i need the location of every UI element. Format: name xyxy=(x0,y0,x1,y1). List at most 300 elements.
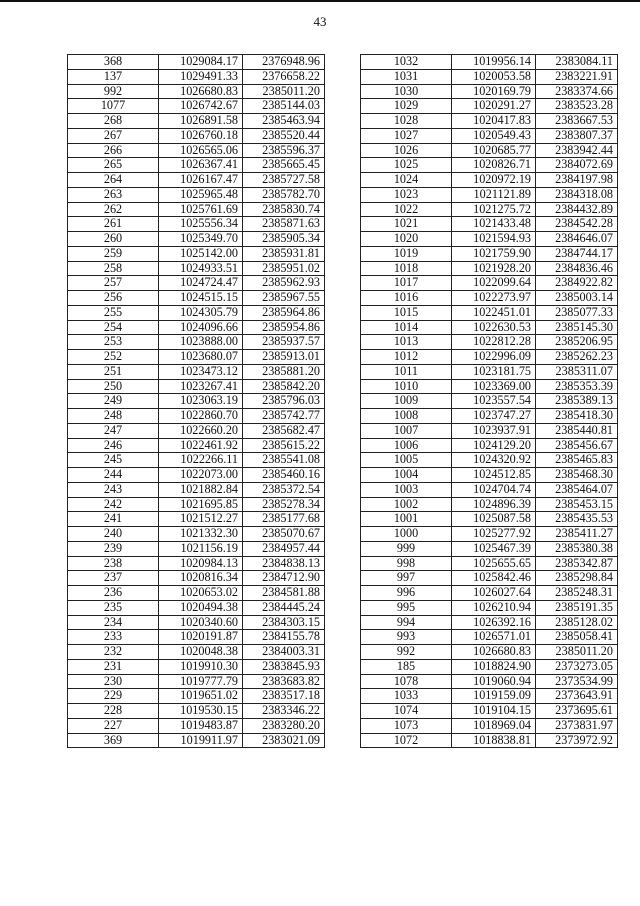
y-coordinate-cell: 2385278.34 xyxy=(243,497,325,512)
table-row xyxy=(68,276,325,291)
x-coordinate-cell: 1024129.20 xyxy=(452,438,536,453)
table-row xyxy=(68,217,325,232)
y-coordinate-cell: 2385298.84 xyxy=(536,571,618,586)
x-coordinate-cell: 1019104.15 xyxy=(452,704,536,719)
x-coordinate-cell: 1021332.30 xyxy=(159,527,243,542)
point-number-cell: 1019 xyxy=(361,246,452,261)
x-coordinate-cell: 1022630.53 xyxy=(452,320,536,335)
y-coordinate-cell: 2384744.17 xyxy=(536,246,618,261)
table-row xyxy=(68,586,325,601)
point-number-cell: 1078 xyxy=(361,674,452,689)
table-row xyxy=(68,689,325,704)
x-coordinate-cell: 1024933.51 xyxy=(159,261,243,276)
x-coordinate-cell: 1019777.79 xyxy=(159,674,243,689)
table-row xyxy=(361,571,618,586)
table-row xyxy=(68,497,325,512)
x-coordinate-cell: 1026167.47 xyxy=(159,173,243,188)
y-coordinate-cell: 2385206.95 xyxy=(536,335,618,350)
point-number-cell: 1072 xyxy=(361,733,452,748)
point-number-cell: 261 xyxy=(68,217,159,232)
x-coordinate-cell: 1020169.79 xyxy=(452,84,536,99)
table-row xyxy=(361,718,618,733)
x-coordinate-cell: 1026571.01 xyxy=(452,630,536,645)
point-number-cell: 1021 xyxy=(361,217,452,232)
point-number-cell: 236 xyxy=(68,586,159,601)
table-row xyxy=(361,512,618,527)
point-number-cell: 1014 xyxy=(361,320,452,335)
y-coordinate-cell: 2385596.37 xyxy=(243,143,325,158)
table-row xyxy=(68,128,325,143)
table-row xyxy=(68,571,325,586)
x-coordinate-cell: 1025761.69 xyxy=(159,202,243,217)
point-number-cell: 264 xyxy=(68,173,159,188)
y-coordinate-cell: 2385615.22 xyxy=(243,438,325,453)
y-coordinate-cell: 2385440.81 xyxy=(536,423,618,438)
x-coordinate-cell: 1020417.83 xyxy=(452,114,536,129)
y-coordinate-cell: 2385145.30 xyxy=(536,320,618,335)
point-number-cell: 268 xyxy=(68,114,159,129)
y-coordinate-cell: 2385962.93 xyxy=(243,276,325,291)
point-number-cell: 232 xyxy=(68,645,159,660)
point-number-cell: 231 xyxy=(68,659,159,674)
point-number-cell: 260 xyxy=(68,232,159,247)
y-coordinate-cell: 2384922.82 xyxy=(536,276,618,291)
table-row xyxy=(68,630,325,645)
y-coordinate-cell: 2384445.24 xyxy=(243,600,325,615)
y-coordinate-cell: 2385389.13 xyxy=(536,394,618,409)
x-coordinate-cell: 1018824.90 xyxy=(452,659,536,674)
x-coordinate-cell: 1021759.90 xyxy=(452,246,536,261)
y-coordinate-cell: 2385727.58 xyxy=(243,173,325,188)
x-coordinate-cell: 1018838.81 xyxy=(452,733,536,748)
table-row xyxy=(361,84,618,99)
point-number-cell: 1013 xyxy=(361,335,452,350)
x-coordinate-cell: 1021594.93 xyxy=(452,232,536,247)
point-number-cell: 1025 xyxy=(361,158,452,173)
table-row xyxy=(68,246,325,261)
point-number-cell: 242 xyxy=(68,497,159,512)
y-coordinate-cell: 2376658.22 xyxy=(243,69,325,84)
top-rule xyxy=(0,0,640,2)
point-number-cell: 1015 xyxy=(361,305,452,320)
x-coordinate-cell: 1026565.06 xyxy=(159,143,243,158)
x-coordinate-cell: 1020340.60 xyxy=(159,615,243,630)
point-number-cell: 228 xyxy=(68,704,159,719)
x-coordinate-cell: 1020984.13 xyxy=(159,556,243,571)
x-coordinate-cell: 1020685.77 xyxy=(452,143,536,158)
point-number-cell: 247 xyxy=(68,423,159,438)
y-coordinate-cell: 2385541.08 xyxy=(243,453,325,468)
y-coordinate-cell: 2385871.63 xyxy=(243,217,325,232)
point-number-cell: 1020 xyxy=(361,232,452,247)
y-coordinate-cell: 2385682.47 xyxy=(243,423,325,438)
point-number-cell: 258 xyxy=(68,261,159,276)
x-coordinate-cell: 1023181.75 xyxy=(452,364,536,379)
table-row xyxy=(361,217,618,232)
table-row xyxy=(68,261,325,276)
point-number-cell: 1031 xyxy=(361,69,452,84)
table-row xyxy=(68,482,325,497)
point-number-cell: 257 xyxy=(68,276,159,291)
table-row xyxy=(68,645,325,660)
point-number-cell: 1033 xyxy=(361,689,452,704)
y-coordinate-cell: 2383523.28 xyxy=(536,99,618,114)
table-row xyxy=(68,659,325,674)
y-coordinate-cell: 2385011.20 xyxy=(243,84,325,99)
point-number-cell: 240 xyxy=(68,527,159,542)
y-coordinate-cell: 2385262.23 xyxy=(536,350,618,365)
table-row xyxy=(361,674,618,689)
x-coordinate-cell: 1026680.83 xyxy=(159,84,243,99)
table-row xyxy=(361,276,618,291)
y-coordinate-cell: 2385964.86 xyxy=(243,305,325,320)
x-coordinate-cell: 1021695.85 xyxy=(159,497,243,512)
table-row xyxy=(361,364,618,379)
x-coordinate-cell: 1024320.92 xyxy=(452,453,536,468)
x-coordinate-cell: 1021928.20 xyxy=(452,261,536,276)
point-number-cell: 1027 xyxy=(361,128,452,143)
table-row xyxy=(361,114,618,129)
point-number-cell: 999 xyxy=(361,541,452,556)
table-row xyxy=(68,615,325,630)
y-coordinate-cell: 2383942.44 xyxy=(536,143,618,158)
y-coordinate-cell: 2385967.55 xyxy=(243,291,325,306)
x-coordinate-cell: 1023680.07 xyxy=(159,350,243,365)
x-coordinate-cell: 1025277.92 xyxy=(452,527,536,542)
x-coordinate-cell: 1020816.34 xyxy=(159,571,243,586)
point-number-cell: 1000 xyxy=(361,527,452,542)
y-coordinate-cell: 2385937.57 xyxy=(243,335,325,350)
y-coordinate-cell: 2373273.05 xyxy=(536,659,618,674)
x-coordinate-cell: 1025556.34 xyxy=(159,217,243,232)
table-row xyxy=(361,350,618,365)
x-coordinate-cell: 1026027.64 xyxy=(452,586,536,601)
point-number-cell: 267 xyxy=(68,128,159,143)
point-number-cell: 251 xyxy=(68,364,159,379)
point-number-cell: 992 xyxy=(361,645,452,660)
x-coordinate-cell: 1020494.38 xyxy=(159,600,243,615)
table-row xyxy=(361,394,618,409)
y-coordinate-cell: 2384432.89 xyxy=(536,202,618,217)
table-row xyxy=(361,527,618,542)
point-number-cell: 1006 xyxy=(361,438,452,453)
y-coordinate-cell: 2384836.46 xyxy=(536,261,618,276)
point-number-cell: 368 xyxy=(68,55,159,70)
y-coordinate-cell: 2385665.45 xyxy=(243,158,325,173)
x-coordinate-cell: 1020053.58 xyxy=(452,69,536,84)
x-coordinate-cell: 1019483.87 xyxy=(159,718,243,733)
y-coordinate-cell: 2385842.20 xyxy=(243,379,325,394)
table-row xyxy=(361,541,618,556)
point-number-cell: 1018 xyxy=(361,261,452,276)
x-coordinate-cell: 1019159.09 xyxy=(452,689,536,704)
table-row xyxy=(361,704,618,719)
x-coordinate-cell: 1026760.18 xyxy=(159,128,243,143)
y-coordinate-cell: 2385453.15 xyxy=(536,497,618,512)
table-row xyxy=(68,99,325,114)
point-number-cell: 253 xyxy=(68,335,159,350)
y-coordinate-cell: 2383517.18 xyxy=(243,689,325,704)
x-coordinate-cell: 1025349.70 xyxy=(159,232,243,247)
point-number-cell: 1001 xyxy=(361,512,452,527)
point-number-cell: 1008 xyxy=(361,409,452,424)
point-number-cell: 1023 xyxy=(361,187,452,202)
table-row xyxy=(361,423,618,438)
point-number-cell: 259 xyxy=(68,246,159,261)
point-number-cell: 1007 xyxy=(361,423,452,438)
point-number-cell: 248 xyxy=(68,409,159,424)
table-row xyxy=(361,305,618,320)
table-row xyxy=(68,173,325,188)
y-coordinate-cell: 2385951.02 xyxy=(243,261,325,276)
x-coordinate-cell: 1026210.94 xyxy=(452,600,536,615)
y-coordinate-cell: 2385796.03 xyxy=(243,394,325,409)
x-coordinate-cell: 1023267.41 xyxy=(159,379,243,394)
table-row xyxy=(68,69,325,84)
x-coordinate-cell: 1025467.39 xyxy=(452,541,536,556)
x-coordinate-cell: 1021275.72 xyxy=(452,202,536,217)
point-number-cell: 241 xyxy=(68,512,159,527)
table-row xyxy=(68,84,325,99)
x-coordinate-cell: 1022099.64 xyxy=(452,276,536,291)
table-row xyxy=(361,689,618,704)
y-coordinate-cell: 2373972.92 xyxy=(536,733,618,748)
x-coordinate-cell: 1025842.46 xyxy=(452,571,536,586)
y-coordinate-cell: 2385468.30 xyxy=(536,468,618,483)
y-coordinate-cell: 2384646.07 xyxy=(536,232,618,247)
point-number-cell: 1077 xyxy=(68,99,159,114)
coordinates-table-right xyxy=(360,54,618,748)
point-number-cell: 994 xyxy=(361,615,452,630)
x-coordinate-cell: 1022461.92 xyxy=(159,438,243,453)
table-row xyxy=(68,674,325,689)
x-coordinate-cell: 1024896.39 xyxy=(452,497,536,512)
point-number-cell: 137 xyxy=(68,69,159,84)
point-number-cell: 1029 xyxy=(361,99,452,114)
x-coordinate-cell: 1024724.47 xyxy=(159,276,243,291)
point-number-cell: 245 xyxy=(68,453,159,468)
table-row xyxy=(68,158,325,173)
point-number-cell: 996 xyxy=(361,586,452,601)
table-row xyxy=(361,261,618,276)
point-number-cell: 1073 xyxy=(361,718,452,733)
x-coordinate-cell: 1022451.01 xyxy=(452,305,536,320)
x-coordinate-cell: 1026742.67 xyxy=(159,99,243,114)
x-coordinate-cell: 1024096.66 xyxy=(159,320,243,335)
point-number-cell: 250 xyxy=(68,379,159,394)
table-row xyxy=(361,187,618,202)
table-row xyxy=(361,586,618,601)
y-coordinate-cell: 2383845.93 xyxy=(243,659,325,674)
x-coordinate-cell: 1023747.27 xyxy=(452,409,536,424)
y-coordinate-cell: 2385905.34 xyxy=(243,232,325,247)
y-coordinate-cell: 2385191.35 xyxy=(536,600,618,615)
table-row xyxy=(68,438,325,453)
point-number-cell: 237 xyxy=(68,571,159,586)
x-coordinate-cell: 1026891.58 xyxy=(159,114,243,129)
point-number-cell: 254 xyxy=(68,320,159,335)
table-row xyxy=(68,733,325,748)
x-coordinate-cell: 1022660.20 xyxy=(159,423,243,438)
x-coordinate-cell: 1018969.04 xyxy=(452,718,536,733)
y-coordinate-cell: 2376948.96 xyxy=(243,55,325,70)
x-coordinate-cell: 1024515.15 xyxy=(159,291,243,306)
point-number-cell: 1026 xyxy=(361,143,452,158)
y-coordinate-cell: 2385418.30 xyxy=(536,409,618,424)
x-coordinate-cell: 1022996.09 xyxy=(452,350,536,365)
point-number-cell: 256 xyxy=(68,291,159,306)
x-coordinate-cell: 1020191.87 xyxy=(159,630,243,645)
table-row xyxy=(361,409,618,424)
x-coordinate-cell: 1021512.27 xyxy=(159,512,243,527)
table-row xyxy=(68,143,325,158)
y-coordinate-cell: 2385177.68 xyxy=(243,512,325,527)
x-coordinate-cell: 1025087.58 xyxy=(452,512,536,527)
y-coordinate-cell: 2385380.38 xyxy=(536,541,618,556)
y-coordinate-cell: 2384957.44 xyxy=(243,541,325,556)
y-coordinate-cell: 2385931.81 xyxy=(243,246,325,261)
point-number-cell: 1011 xyxy=(361,364,452,379)
table-row xyxy=(361,453,618,468)
table-row xyxy=(68,202,325,217)
y-coordinate-cell: 2384003.31 xyxy=(243,645,325,660)
y-coordinate-cell: 2385742.77 xyxy=(243,409,325,424)
y-coordinate-cell: 2385077.33 xyxy=(536,305,618,320)
table-row xyxy=(68,600,325,615)
y-coordinate-cell: 2385311.07 xyxy=(536,364,618,379)
table-row xyxy=(361,497,618,512)
point-number-cell: 229 xyxy=(68,689,159,704)
y-coordinate-cell: 2384318.08 xyxy=(536,187,618,202)
table-row xyxy=(361,246,618,261)
y-coordinate-cell: 2385954.86 xyxy=(243,320,325,335)
y-coordinate-cell: 2384712.90 xyxy=(243,571,325,586)
x-coordinate-cell: 1026367.41 xyxy=(159,158,243,173)
table-row xyxy=(68,556,325,571)
table-row xyxy=(361,128,618,143)
x-coordinate-cell: 1022273.97 xyxy=(452,291,536,306)
point-number-cell: 1024 xyxy=(361,173,452,188)
table-row xyxy=(361,55,618,70)
point-number-cell: 1016 xyxy=(361,291,452,306)
table-row xyxy=(361,69,618,84)
coordinates-table-left xyxy=(67,54,325,748)
point-number-cell: 993 xyxy=(361,630,452,645)
table-row xyxy=(68,232,325,247)
x-coordinate-cell: 1023473.12 xyxy=(159,364,243,379)
table-row xyxy=(68,335,325,350)
x-coordinate-cell: 1023937.91 xyxy=(452,423,536,438)
x-coordinate-cell: 1021882.84 xyxy=(159,482,243,497)
table-row xyxy=(68,55,325,70)
y-coordinate-cell: 2373534.99 xyxy=(536,674,618,689)
table-row xyxy=(361,468,618,483)
point-number-cell: 997 xyxy=(361,571,452,586)
table-row xyxy=(361,438,618,453)
x-coordinate-cell: 1019060.94 xyxy=(452,674,536,689)
x-coordinate-cell: 1020549.43 xyxy=(452,128,536,143)
y-coordinate-cell: 2383280.20 xyxy=(243,718,325,733)
point-number-cell: 249 xyxy=(68,394,159,409)
x-coordinate-cell: 1023888.00 xyxy=(159,335,243,350)
point-number-cell: 255 xyxy=(68,305,159,320)
table-row xyxy=(361,232,618,247)
table-row xyxy=(68,379,325,394)
table-row xyxy=(68,305,325,320)
y-coordinate-cell: 2385353.39 xyxy=(536,379,618,394)
point-number-cell: 1005 xyxy=(361,453,452,468)
point-number-cell: 262 xyxy=(68,202,159,217)
point-number-cell: 263 xyxy=(68,187,159,202)
x-coordinate-cell: 1019651.02 xyxy=(159,689,243,704)
y-coordinate-cell: 2383021.09 xyxy=(243,733,325,748)
x-coordinate-cell: 1023369.00 xyxy=(452,379,536,394)
point-number-cell: 238 xyxy=(68,556,159,571)
table-row xyxy=(68,394,325,409)
table-row xyxy=(68,704,325,719)
table-row xyxy=(68,364,325,379)
table-row xyxy=(361,202,618,217)
x-coordinate-cell: 1022073.00 xyxy=(159,468,243,483)
x-coordinate-cell: 1026680.83 xyxy=(452,645,536,660)
y-coordinate-cell: 2385456.67 xyxy=(536,438,618,453)
y-coordinate-cell: 2385128.02 xyxy=(536,615,618,630)
x-coordinate-cell: 1024305.79 xyxy=(159,305,243,320)
y-coordinate-cell: 2385435.53 xyxy=(536,512,618,527)
point-number-cell: 998 xyxy=(361,556,452,571)
point-number-cell: 1004 xyxy=(361,468,452,483)
point-number-cell: 244 xyxy=(68,468,159,483)
point-number-cell: 1028 xyxy=(361,114,452,129)
point-number-cell: 234 xyxy=(68,615,159,630)
point-number-cell: 1074 xyxy=(361,704,452,719)
y-coordinate-cell: 2384072.69 xyxy=(536,158,618,173)
x-coordinate-cell: 1021156.19 xyxy=(159,541,243,556)
point-number-cell: 1012 xyxy=(361,350,452,365)
point-number-cell: 227 xyxy=(68,718,159,733)
y-coordinate-cell: 2385070.67 xyxy=(243,527,325,542)
point-number-cell: 369 xyxy=(68,733,159,748)
x-coordinate-cell: 1020291.27 xyxy=(452,99,536,114)
point-number-cell: 235 xyxy=(68,600,159,615)
x-coordinate-cell: 1029084.17 xyxy=(159,55,243,70)
x-coordinate-cell: 1024512.85 xyxy=(452,468,536,483)
y-coordinate-cell: 2383683.82 xyxy=(243,674,325,689)
x-coordinate-cell: 1019530.15 xyxy=(159,704,243,719)
table-row xyxy=(68,718,325,733)
x-coordinate-cell: 1026392.16 xyxy=(452,615,536,630)
table-row xyxy=(361,733,618,748)
table-row xyxy=(361,556,618,571)
y-coordinate-cell: 2385881.20 xyxy=(243,364,325,379)
table-row xyxy=(361,615,618,630)
table-row xyxy=(68,423,325,438)
y-coordinate-cell: 2385464.07 xyxy=(536,482,618,497)
table-row xyxy=(361,379,618,394)
point-number-cell: 1032 xyxy=(361,55,452,70)
x-coordinate-cell: 1019956.14 xyxy=(452,55,536,70)
y-coordinate-cell: 2385520.44 xyxy=(243,128,325,143)
table-row xyxy=(361,659,618,674)
point-number-cell: 252 xyxy=(68,350,159,365)
table-row xyxy=(361,630,618,645)
y-coordinate-cell: 2383374.66 xyxy=(536,84,618,99)
y-coordinate-cell: 2385460.16 xyxy=(243,468,325,483)
y-coordinate-cell: 2385463.94 xyxy=(243,114,325,129)
point-number-cell: 246 xyxy=(68,438,159,453)
x-coordinate-cell: 1020826.71 xyxy=(452,158,536,173)
x-coordinate-cell: 1020972.19 xyxy=(452,173,536,188)
